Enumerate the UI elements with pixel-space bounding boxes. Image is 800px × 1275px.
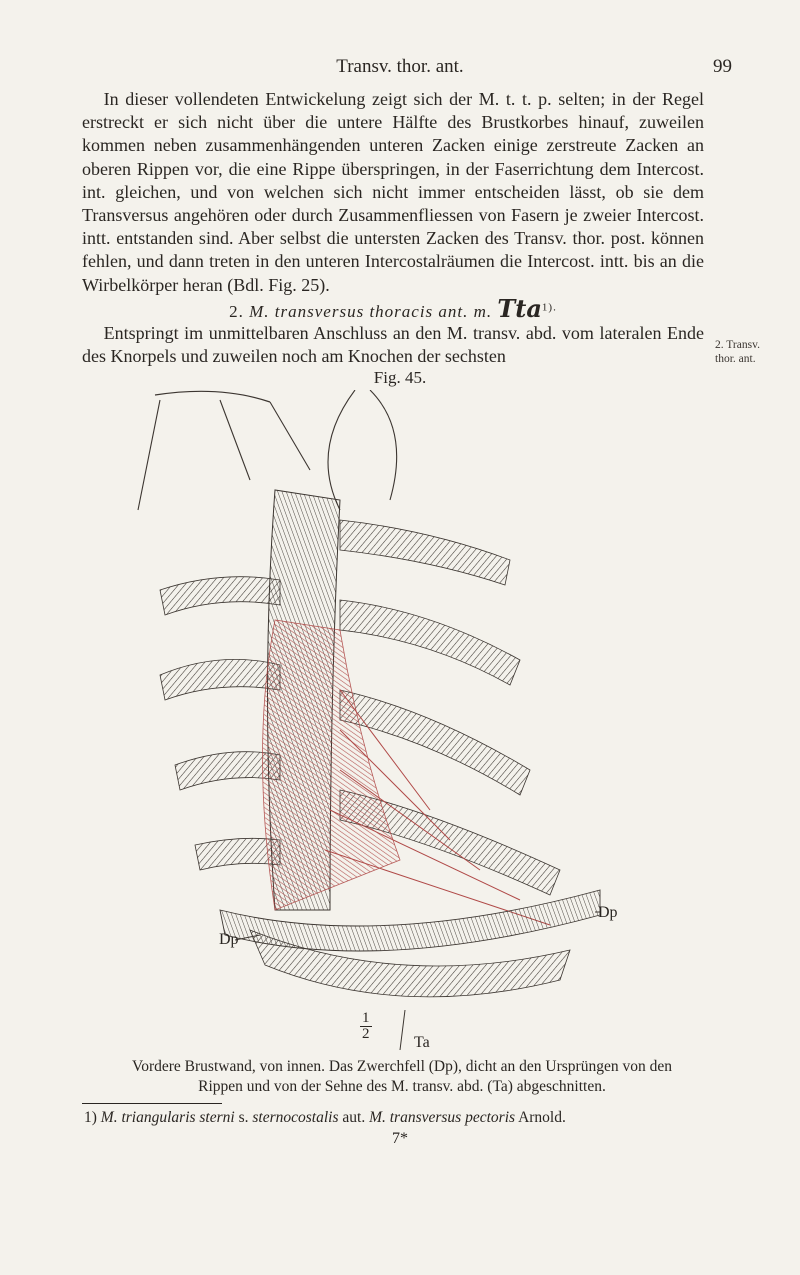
section-title: M. transversus thoracis ant. m.	[249, 302, 493, 321]
signature-mark: 7*	[392, 1130, 408, 1147]
fraction-denominator: 2	[362, 1026, 370, 1042]
transversus-thoracis-muscle	[263, 620, 401, 910]
description-text: Entspringt im unmittelbaren Anschluss an den M. transv. abd. vom lateralen Ende des Knorpels und zuweilen noch am Knochen der sechsten	[82, 323, 704, 367]
footnote-name3: M. transversus pectoris	[369, 1109, 516, 1126]
footnote-mark: 1)	[84, 1109, 97, 1126]
clavicle-outline	[155, 391, 270, 402]
footnote-author: Arnold.	[518, 1109, 566, 1126]
label-diaphragm-left: Dp	[219, 931, 239, 948]
footnote-s: s.	[238, 1109, 249, 1126]
label-diaphragm-right: Dp	[598, 904, 618, 921]
page-header	[0, 56, 800, 86]
margin-note-line2: thor. ant.	[715, 353, 756, 365]
fraction-numerator: 1	[362, 1010, 370, 1026]
figure-label: Fig. 45.	[373, 368, 427, 387]
caption-line2: Rippen und von der Sehne des M. transv. abd. (Ta) abgeschnitten.	[198, 1078, 606, 1095]
anatomical-illustration	[100, 390, 720, 1070]
rib-left-2	[160, 659, 280, 700]
caption-line1: Vordere Brustwand, von innen. Das Zwerchfell (Dp), dicht an den Ursprüngen von den	[132, 1058, 672, 1075]
footnote-aut: aut.	[342, 1109, 366, 1126]
footnote	[84, 1109, 724, 1127]
chest-wall-drawing	[100, 390, 720, 1070]
running-title: Transv. thor. ant.	[336, 56, 464, 77]
label-transversus-abd: Ta	[414, 1034, 430, 1051]
margin-note-line1: 2. Transv.	[715, 339, 760, 351]
rib-left-1	[160, 577, 280, 615]
paragraph-text: In dieser vollendeten Entwickelung zeigt sich der M. t. t. p. selten; in der Regel erstreckt er sich nicht über die untere Hälfte des Brustkorbes hinauf, zuweilen kommen neben zusammenhängenden unteren Zacken einige zerstreute Zacken an oberen Rippen vor, die eine Rippe überspringen, in der Faserrichtung dem Intercost. int. gleichen, und von welchen sich nicht immer entscheiden lässt, ob sie dem Transversus angehören oder durch Zusammenfliessen von Fasern je zweier Intercost. intt. entstanden sind. Aber selbst die untersten Zacken des Transv. thor. post. können fehlen, und dann treten in den unteren Intercostalräumen die Intercost. intt. bis an die Wirbelkörper heran (Bdl. Fig. 25).	[82, 89, 704, 295]
rib-right-2	[340, 600, 520, 685]
footnote-name2: sternocostalis	[252, 1109, 339, 1126]
page-number: 99	[713, 56, 732, 77]
section-number: 2.	[229, 302, 244, 321]
body-paragraph	[82, 88, 704, 297]
footnote-reference: 1).	[541, 301, 557, 314]
footnote-divider	[82, 1103, 222, 1104]
figure-caption	[82, 1057, 722, 1097]
label-scale-fraction	[360, 1011, 372, 1042]
footnote-name1: M. triangularis sterni	[100, 1109, 235, 1126]
margin-note	[715, 338, 795, 366]
description-paragraph	[82, 322, 704, 368]
rib-right-1	[340, 520, 510, 585]
section-abbreviation: Tta	[497, 294, 542, 323]
section-heading	[82, 294, 704, 323]
